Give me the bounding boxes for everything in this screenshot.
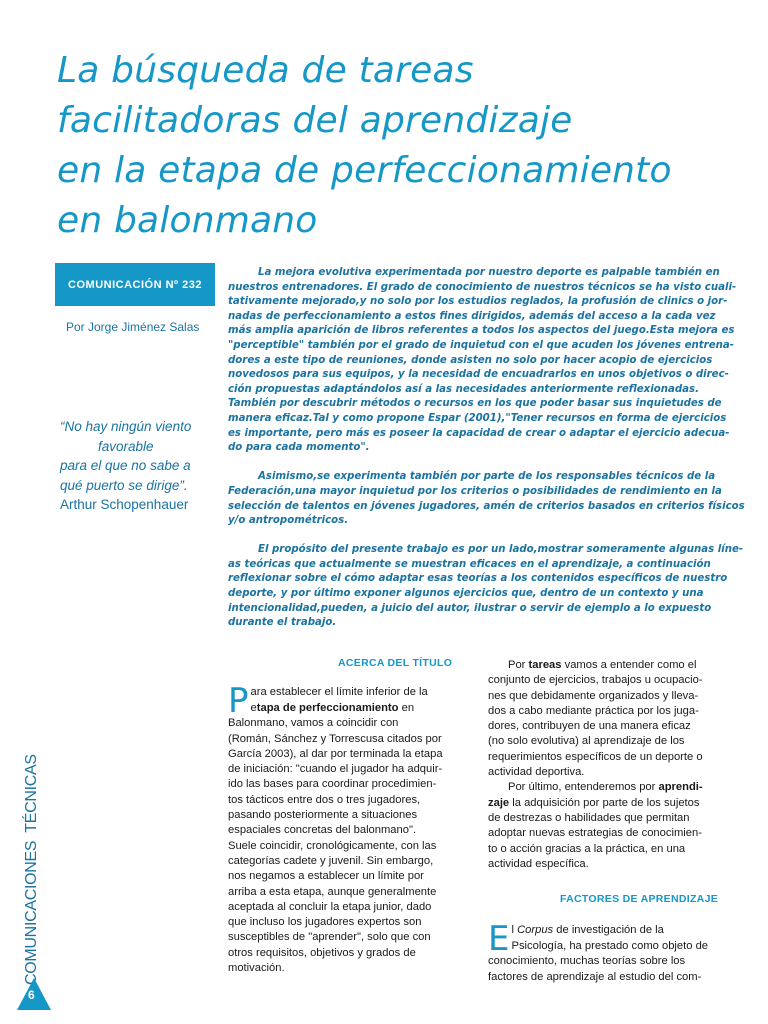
body-text: l	[511, 924, 518, 937]
body-paragraph	[228, 681, 468, 976]
abstract-line: intencionalidad,pueden, a juicio del autor, ilustrar o servir de ejemplo a lo expuesto	[228, 602, 712, 614]
title-line: en la etapa de perfeccionamiento	[57, 150, 672, 191]
drop-cap: P	[228, 681, 249, 722]
body-line: Psicología, ha prestado como objeto de	[511, 939, 709, 952]
body-line: (Román, Sánchez y Torrescusa citados por	[228, 732, 442, 745]
section-heading: ACERCA DEL TÍTULO	[338, 657, 453, 669]
body-line: espaciales concretas del balonmano".	[228, 824, 417, 837]
body-line: ido las bases para coordinar procedimien-	[228, 778, 437, 791]
section-side-label	[23, 754, 41, 985]
body-line: que incluso los jugadores expertos son	[228, 916, 422, 929]
abstract-line: "perceptible" también por el grado de inquietud con el que acuden los jóvenes entrena-	[228, 339, 734, 351]
abstract-line: novedosos para sus equipos, y la necesidad de encuadrarlos en unos objetivos o direc-	[228, 369, 729, 381]
body-text: de investigación de la	[553, 924, 664, 937]
title-line: en balonmano	[57, 200, 318, 241]
abstract-line: tativamente mejorado,y no solo por los estudios reglados, la profusión de clinics o jor-	[228, 296, 728, 308]
pull-quote	[60, 417, 220, 515]
body-line: conocimiento, muchas teorías sobre los	[488, 955, 686, 968]
abstract-line: También por descubrir métodos o recursos en los que poder basar sus inquietudes de	[228, 398, 722, 410]
body-line: conjunto de ejercicios, trabajos u ocupacio-	[488, 674, 703, 687]
body-line: adoptar nuevas estrategias de conocimien-	[488, 827, 702, 840]
body-line: ara establecer el límite inferior de la	[250, 686, 428, 699]
communication-badge: COMUNICACIÓN Nº 232	[55, 263, 215, 306]
body-line: nes que debidamente organizados y lleva-	[488, 689, 699, 702]
body-line: factores de aprendizaje al estudio del com-	[488, 970, 702, 983]
body-paragraph	[488, 658, 733, 780]
abstract-line: ción propuestas adaptándolos así a las necesidades anteriormente reflexionadas.	[228, 383, 699, 395]
quote-line: “No hay ningún viento	[60, 419, 192, 434]
quote-line: qué puerto se dirige”.	[60, 477, 188, 493]
quote-line: favorable	[98, 438, 154, 454]
body-bold-term: tapa de perfeccionamiento	[256, 701, 399, 714]
abstract-line: y/o antropométricos.	[228, 515, 349, 527]
abstract-paragraph-2	[228, 470, 745, 528]
abstract-line: Asimismo,se experimenta también por parte de los responsables técnicos de la	[258, 471, 716, 483]
title-line: facilitadoras del aprendizaje	[57, 100, 573, 141]
body-bold-term: aprendi-	[658, 781, 703, 794]
body-line	[488, 780, 733, 795]
abstract-line: es importante, pero más es poseer la capacidad de crear o adaptar el ejercicio adecua-	[228, 427, 730, 439]
abstract-line: El propósito del presente trabajo es por un lado,mostrar someramente algunas líne-	[258, 544, 744, 556]
body-bold-term: tareas	[528, 659, 562, 671]
title-line: La búsqueda de tareas	[57, 50, 474, 91]
body-line: de destrezas o habilidades que permitan	[488, 811, 690, 824]
abstract-line: reflexionar sobre el cómo adaptar esas teorías a los contenidos específicos de nuestro	[228, 573, 728, 585]
body-line	[228, 701, 468, 716]
body-line: actividad específica.	[488, 857, 589, 870]
body-text: Por último, entenderemos por	[508, 781, 659, 794]
page-number: 6	[28, 988, 35, 1002]
body-line: motivación.	[228, 962, 285, 975]
body-line: nos negamos a establecer un límite por	[228, 870, 424, 883]
body-line: arriba a esta etapa, aunque generalmente	[228, 885, 437, 898]
author-byline: Por Jorge Jiménez Salas	[66, 320, 200, 334]
abstract-paragraph-1	[228, 266, 737, 456]
body-line	[488, 658, 733, 673]
abstract-line: más amplia aparición de libros referentes a todos los aspectos del juego.Esta mejora es	[228, 325, 735, 337]
body-line: susceptibles de "aprender", solo que con	[228, 931, 431, 944]
body-text: e	[250, 701, 257, 714]
body-line: García 2003), al dar por terminada la etapa	[228, 747, 443, 760]
section-heading: FACTORES DE APRENDIZAJE	[560, 893, 719, 906]
quote-line: para el que no sabe a	[60, 458, 191, 473]
body-bold-term: zaje	[488, 796, 510, 809]
abstract-line: do para cada momento".	[228, 442, 370, 454]
abstract-line: manera eficaz.Tal y como propone Espar (2001),"Tener recursos en forma de ejercicios	[228, 412, 727, 424]
body-line: actividad deportiva.	[488, 766, 585, 779]
body-column-left	[228, 656, 468, 976]
body-italic-term: Corpus	[517, 924, 554, 937]
body-line	[488, 923, 733, 938]
abstract-line: selección de talentos en jóvenes jugadores, amén de criterios basados en criterios físicos	[228, 500, 745, 512]
side-label-first: COMUNICACIONES	[23, 840, 40, 985]
quote-attribution: Arthur Schopenhauer	[60, 497, 189, 512]
article-title	[57, 46, 757, 246]
body-line: dos a cabo mediante práctica por los juga-	[488, 704, 699, 717]
abstract-line: Federación,una mayor inquietud por los criterios o posibilidades de rendimiento en la	[228, 485, 722, 497]
body-paragraph	[488, 919, 733, 985]
body-text: vamos a entender como el	[561, 659, 697, 671]
body-line: categorías cadete y juvenil. Sin embargo,	[228, 854, 434, 867]
body-line: Balonmano, vamos a coincidir con	[228, 717, 399, 730]
body-line: pasando posteriormente a situaciones	[228, 809, 418, 822]
body-line: (no solo evolutiva) al aprendizaje de los	[488, 735, 685, 748]
abstract-line: deporte, y por último exponer algunos ejercicios que, dentro de un contexto y una	[228, 588, 704, 600]
abstract	[228, 266, 745, 645]
abstract-line: durante el trabajo.	[228, 617, 337, 629]
body-line: dores, contribuyen de una manera eficaz	[488, 720, 691, 733]
abstract-line: nadas de perfeccionamiento a estos fines dirigidos, además del acceso a la cada vez	[228, 310, 716, 322]
abstract-line: as teóricas que actualmente se muestran eficaces en el aprendizaje, a continuación	[228, 558, 711, 570]
body-line: otros requisitos, objetivos y grados de	[228, 946, 416, 959]
body-column-right	[488, 658, 733, 985]
abstract-line: La mejora evolutiva experimentada por nuestro deporte es palpable también en	[258, 267, 720, 278]
body-line: to o acción gracias a la práctica, en una	[488, 842, 686, 855]
body-text: Por	[508, 659, 529, 671]
body-line: tos tácticos entre dos o tres jugadores,	[228, 793, 421, 806]
side-label-second: TÉCNICAS	[23, 754, 40, 833]
body-line: Suele coincidir, cronológicamente, con las	[228, 839, 437, 852]
body-line: requerimientos específicos de un deporte o	[488, 750, 703, 763]
body-text: en	[398, 701, 415, 714]
body-line	[488, 796, 733, 811]
abstract-line: dores a este tipo de reuniones, donde asisten no solo por hacer acopio de ejercicios	[228, 354, 713, 366]
body-paragraph	[488, 780, 733, 872]
abstract-paragraph-3	[228, 543, 744, 631]
body-line: aceptada al concluir la etapa junior, dado	[228, 900, 432, 913]
body-text: la adquisición por parte de los sujetos	[509, 796, 700, 809]
drop-cap: E	[488, 919, 510, 960]
abstract-line: nuestros entrenadores. El grado de conocimiento de nuestros técnicos se ha visto cuali-	[228, 281, 737, 293]
body-line: de iniciación: "cuando el jugador ha adquir-	[228, 763, 443, 776]
